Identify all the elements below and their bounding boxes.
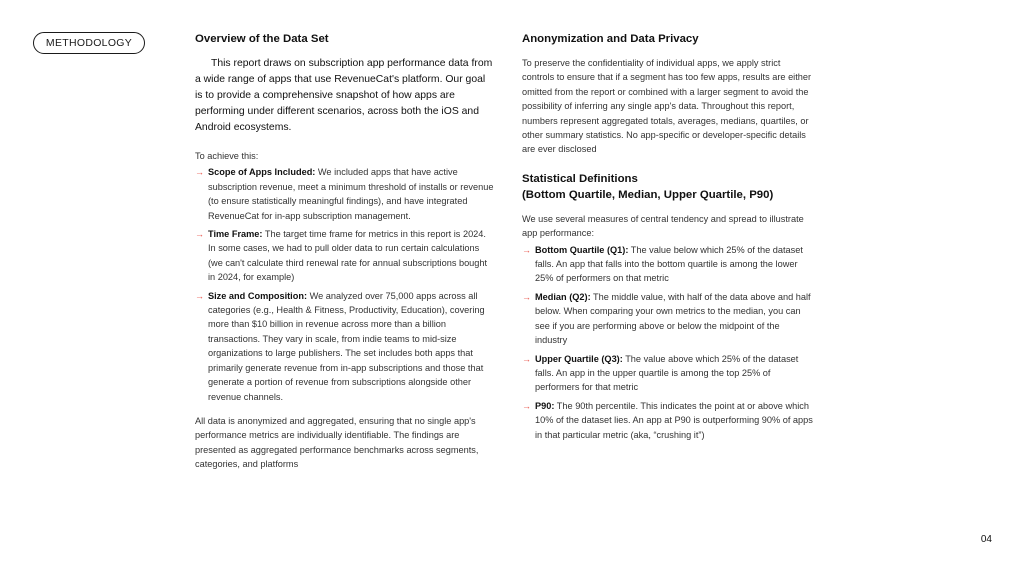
bullet-upper-quartile <box>522 352 814 395</box>
bullet-term: Bottom Quartile (Q1): <box>535 244 629 255</box>
bullet-text: The target time frame for metrics in this report is 2024. In some cases, we had to pull older data to run certain calculations (we can't calculate third renewal rate for annual subscriptions bought in 2024, for example) <box>208 229 488 283</box>
overview-heading: Overview of the Data Set <box>195 33 329 45</box>
definitions-heading <box>522 171 814 203</box>
bullet-term: Scope of Apps Included: <box>208 167 316 178</box>
arrow-right-icon: → <box>522 291 531 302</box>
arrow-right-icon: → <box>195 167 204 178</box>
overview-closing: All data is anonymized and aggregated, ensuring that no single app's performance metrics are individually identifiable. The findings are presented as aggregated performance benchmarks across segments, categories, and platforms <box>195 415 479 470</box>
bullet-text: We analyzed over 75,000 apps across all categories (e.g., Health & Fitness, Productivity, Education), covering more than $10 billion in revenue across more than a billion transactions. They vary in scale, from indie teams to mid-size organizations to large publishers. The set includes both apps that primarily generate revenue from in-app subscriptions and those that generate a portion of revenue from subscriptions alongside other revenue channels. <box>208 290 485 402</box>
arrow-right-icon: → <box>522 400 531 411</box>
arrow-right-icon: → <box>195 290 204 301</box>
overview-intro: This report draws on subscription app performance data from a wide range of apps that use RevenueCat's platform. Our goal is to provide a comprehensive snapshot of how apps are performing under different scenarios, across both the iOS and Android ecosystems. <box>195 58 493 133</box>
bullet-text: The value below which 25% of the dataset falls. An app that falls into the bottom quartile is among the lower 25% of performers on that metric <box>535 244 803 284</box>
bullet-p90 <box>522 399 814 442</box>
bullet-bottom-quartile <box>522 243 814 286</box>
bullet-term: Size and Composition: <box>208 290 308 301</box>
privacy-heading: Anonymization and Data Privacy <box>522 33 699 45</box>
overview-bullet-list <box>195 165 495 404</box>
bullet-term: Time Frame: <box>208 229 263 240</box>
left-column <box>195 31 495 472</box>
bullet-text: The 90th percentile. This indicates the point at or above which 10% of the dataset lies. An app at P90 is outperforming 90% of apps in that particular metric (aka, “crushing it”) <box>535 400 813 440</box>
bullet-scope <box>195 165 495 223</box>
bullet-time-frame <box>195 227 495 285</box>
bullet-median <box>522 290 814 348</box>
bullet-term: Upper Quartile (Q3): <box>535 353 623 364</box>
page-number: 04 <box>980 534 992 545</box>
privacy-body: To preserve the confidentiality of individual apps, we apply strict controls to ensure that if a segment has too few apps, results are either omitted from the report or combined with a larger segment to avoid the possibility of inferring any single app's data. Throughout this report, numbers represent aggregated totals, averages, medians, quartiles, or other summary statistics. No app-specific or developer-specific details are ever disclosed <box>522 58 812 155</box>
bullet-text: The value above which 25% of the dataset falls. An app in the upper quartile is among the top 25% of performers for that metric <box>535 353 799 393</box>
definitions-heading-line1: Statistical Definitions <box>522 172 638 185</box>
definitions-heading-line2: (Bottom Quartile, Median, Upper Quartile, P90) <box>522 188 774 201</box>
bullet-size-composition <box>195 289 495 404</box>
section-label: METHODOLOGY <box>33 32 145 54</box>
arrow-right-icon: → <box>195 229 204 240</box>
right-column <box>522 31 814 446</box>
definitions-lead: We use several measures of central tendency and spread to illustrate app performance: <box>522 213 804 239</box>
bullet-term: Median (Q2): <box>535 291 591 302</box>
arrow-right-icon: → <box>522 353 531 364</box>
overview-lead: To achieve this: <box>195 151 259 161</box>
definitions-bullet-list <box>522 243 814 442</box>
bullet-text: We included apps that have active subscription revenue, meet a minimum threshold of installs or revenue (to ensure statistically meaningful findings), and have integrated RevenueCat for in-app subscription management. <box>208 167 494 221</box>
bullet-text: The middle value, with half of the data above and half below. When comparing your own metrics to the median, you can see if you are performing above or below the midpoint of the industry <box>535 291 811 346</box>
bullet-term: P90: <box>535 400 555 411</box>
arrow-right-icon: → <box>522 244 531 255</box>
